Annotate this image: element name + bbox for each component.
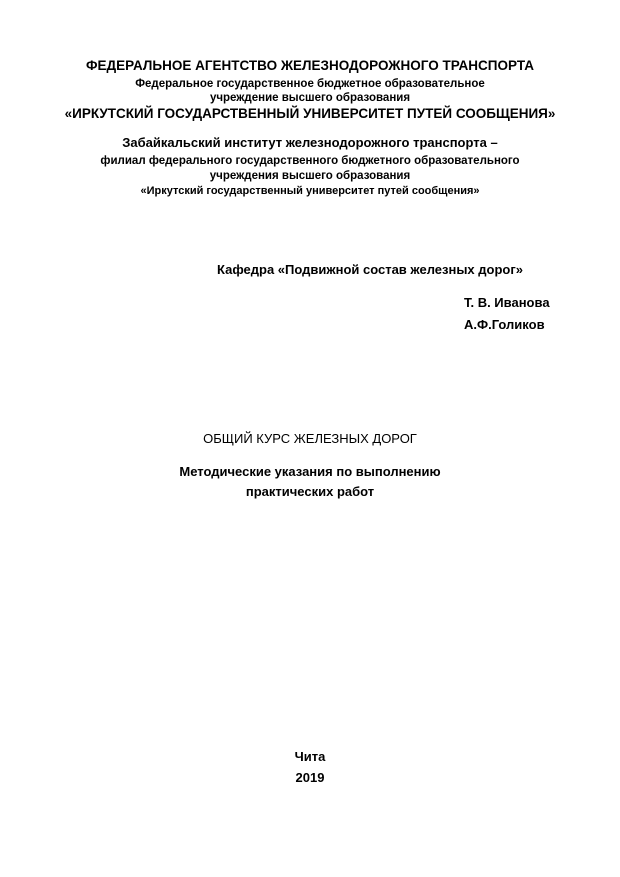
branch-line-3: «Иркутский государственный университет путей сообщения» xyxy=(140,185,480,197)
year: 2019 xyxy=(295,770,325,785)
institute-name: Забайкальский институт железнодорожного транспорта – xyxy=(122,135,498,150)
city: Чита xyxy=(294,749,326,764)
university-name: «ИРКУТСКИЙ ГОСУДАРСТВЕННЫЙ УНИВЕРСИТЕТ ПУТЕЙ СООБЩЕНИЯ» xyxy=(64,106,556,121)
agency-name: ФЕДЕРАЛЬНОЕ АГЕНТСТВО ЖЕЛЕЗНОДОРОЖНОГО ТРАНСПОРТА xyxy=(86,58,534,73)
author-1: Т. В. Иванова xyxy=(464,295,550,310)
document-title: ОБЩИЙ КУРС ЖЕЛЕЗНЫХ ДОРОГ xyxy=(203,431,417,446)
institution-type-line-2: учреждение высшего образования xyxy=(209,92,411,104)
subtitle-line-2: практических работ xyxy=(245,484,375,499)
branch-line-1: филиал федерального государственного бюджетного образовательного xyxy=(100,155,520,167)
branch-line-2: учреждения высшего образования xyxy=(209,170,411,182)
institution-type-line-1: Федеральное государственное бюджетное образовательное xyxy=(135,78,485,90)
author-2: А.Ф.Голиков xyxy=(464,317,545,332)
department-name: Кафедра «Подвижной состав железных дорог» xyxy=(217,262,523,277)
subtitle-line-1: Методические указания по выполнению xyxy=(179,464,441,479)
